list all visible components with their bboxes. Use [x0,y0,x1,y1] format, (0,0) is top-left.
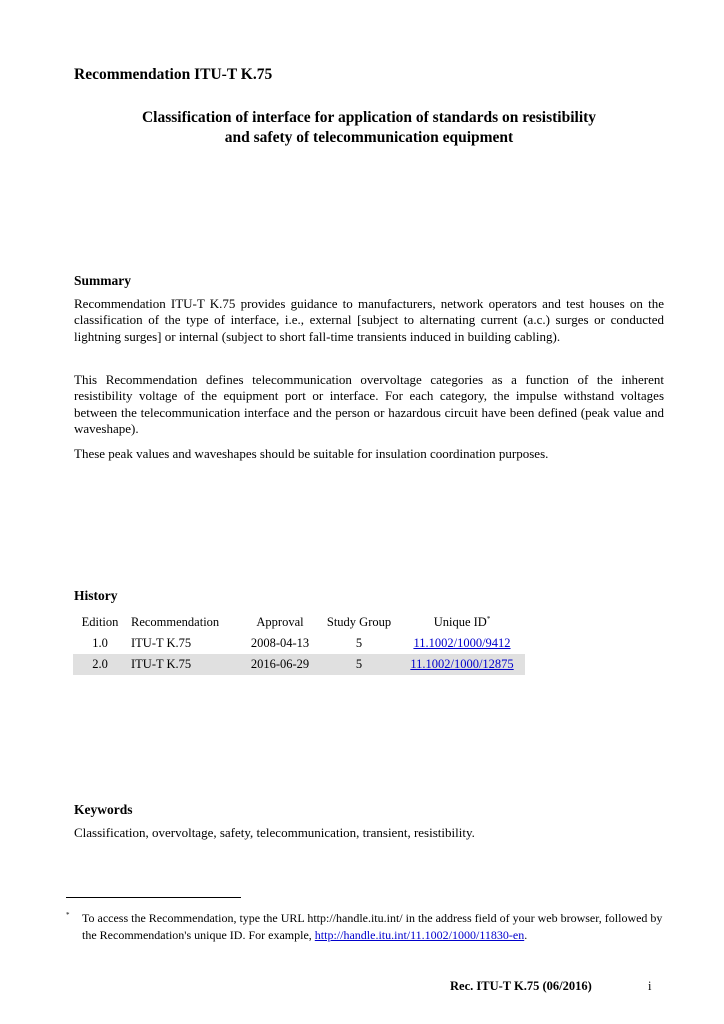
summary-paragraph-1: Recommendation ITU-T K.75 provides guidance to manufacturers, network operators and test houses on the classification of the type of interface, i.e., external [subject to alternating current (a.c.) surges or conducted lightning surges] or internal (subject to short fall-time transients induced in building cabling). [74,296,664,344]
column-header-edition: Edition [81,615,119,629]
summary-heading: Summary [74,273,131,288]
footnote-divider [66,897,241,898]
summary-paragraph-3: These peak values and waveshapes should be suitable for insulation coordination purposes. [74,446,549,461]
history-table [73,612,525,675]
footer-label: Rec. ITU-T K.75 (06/2016) [450,979,592,993]
unique-id-link[interactable]: 11.1002/1000/9412 [413,636,511,650]
column-header-recommendation: Recommendation [131,615,220,629]
footnote-body [82,910,666,944]
approval-cell: 2008-04-13 [250,636,310,650]
unique-id-cell [399,654,525,675]
footnote-mark: * [66,911,70,919]
page-number: i [648,979,652,993]
recommendation-cell: ITU-T K.75 [127,654,241,675]
column-header-approval: Approval [256,615,304,629]
footnote-marker: * [486,614,491,623]
main-title-line-1: Classification of interface for application of standards on resistibility [141,109,597,126]
recommendation-title: Recommendation ITU-T K.75 [74,66,273,83]
table-row [73,633,525,654]
edition-cell: 2.0 [73,654,127,675]
history-heading: History [74,588,118,603]
footnote-example-link[interactable]: http://handle.itu.int/11.1002/1000/11830-en [314,928,525,942]
footnote-text: To access the Recommendation, type the URL http://handle.itu.int/ in the address field of your web browser, followed by the Recommendation's unique ID. For example, [82,911,663,942]
column-header-study-group: Study Group [326,615,392,629]
keywords-heading: Keywords [74,802,133,817]
footnote-suffix: . [524,928,528,942]
approval-cell: 2016-06-29 [241,654,319,675]
table-row [73,654,525,675]
main-title-line-2: and safety of telecommunication equipment [224,129,514,146]
unique-id-cell [399,633,525,654]
history-table-header [73,612,525,633]
study-group-cell: 5 [355,636,363,650]
keywords-text: Classification, overvoltage, safety, telecommunication, transient, resistibility. [74,825,475,840]
study-group-cell: 5 [319,654,399,675]
unique-id-label: Unique ID [433,615,487,629]
footnote [66,910,666,944]
recommendation-cell: ITU-T K.75 [131,636,192,650]
main-title [74,108,664,148]
column-header-unique-id [399,612,525,633]
unique-id-link[interactable]: 11.1002/1000/12875 [410,657,514,671]
summary-paragraph-2: This Recommendation defines telecommunication overvoltage categories as a function of the inherent resistibility voltage of the equipment port or interface. For each category, the impulse withstand voltages between the telecommunication interface and the person or hazardous circuit have been defined (peak value and waveshape). [74,372,664,437]
edition-cell: 1.0 [92,636,108,650]
